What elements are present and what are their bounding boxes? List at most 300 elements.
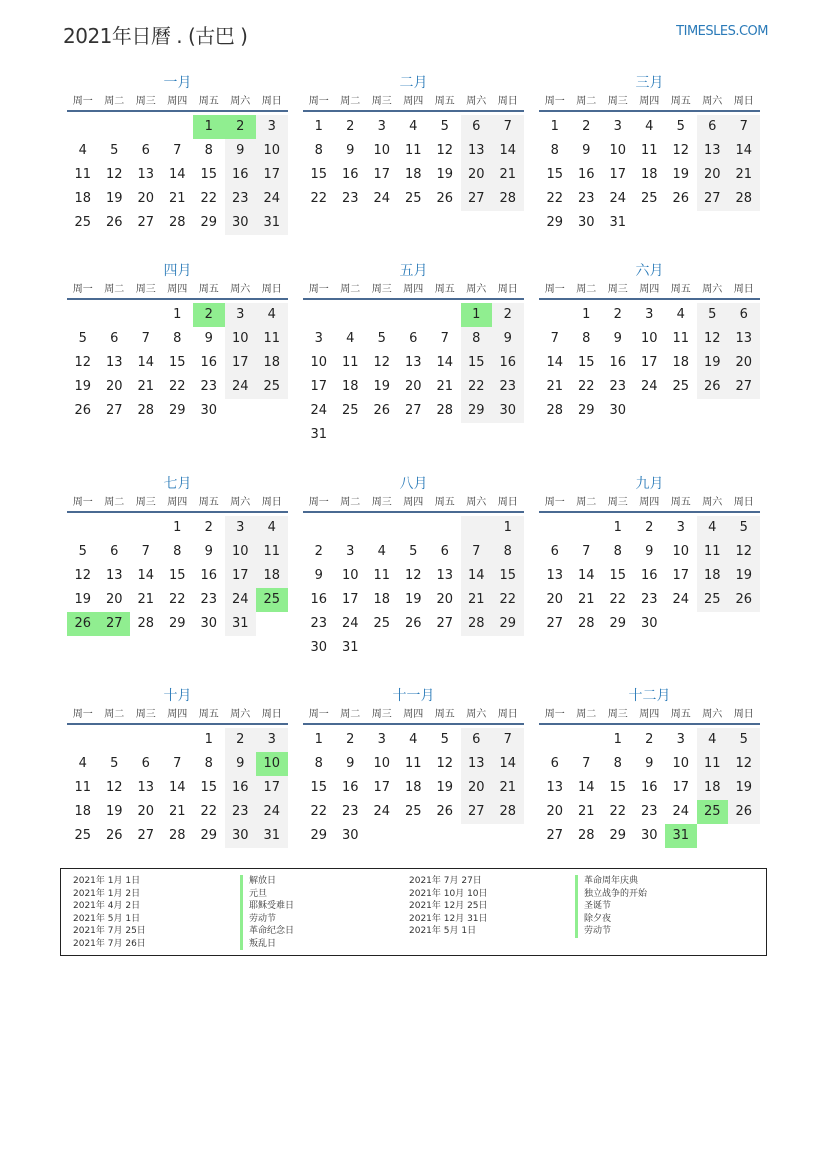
legend-holiday-name: 独立战争的开始	[575, 888, 647, 901]
weekday-label: 周四	[639, 497, 660, 508]
day-cell: 5	[377, 331, 386, 346]
site-link[interactable]: TIMESLES.COM	[676, 24, 768, 39]
weekday-label: 周五	[670, 497, 691, 508]
weekday-label: 周一	[72, 497, 93, 508]
day-cell: 1	[613, 520, 622, 535]
day-cell: 8	[613, 756, 622, 771]
day-cell: 22	[310, 191, 328, 206]
day-cell: 20	[728, 351, 760, 375]
weekday-label: 周四	[639, 709, 660, 720]
empty-day-cell	[67, 728, 99, 752]
day-cell: 13	[137, 780, 155, 795]
weekday-label: 周五	[670, 284, 691, 295]
month-block	[539, 260, 760, 423]
day-cell: 5	[728, 516, 760, 540]
legend-holiday-name: 劳动节	[575, 925, 647, 938]
day-cell: 3	[256, 115, 288, 139]
day-cell: 5	[440, 732, 449, 747]
empty-day-cell	[398, 516, 430, 540]
day-cell: 24	[225, 375, 257, 399]
day-grid	[539, 303, 760, 423]
weekday-label: 周二	[340, 284, 361, 295]
day-cell: 24	[672, 592, 690, 607]
day-cell: 4	[409, 119, 418, 134]
day-cell: 4	[346, 331, 355, 346]
day-cell: 11	[404, 756, 422, 771]
day-grid	[303, 115, 524, 211]
day-cell: 18	[404, 780, 422, 795]
day-cell: 16	[341, 167, 359, 182]
day-cell: 25	[341, 403, 359, 418]
day-cell: 7	[173, 143, 182, 158]
day-cell: 24	[256, 800, 288, 824]
holiday-day-cell: 2	[225, 115, 257, 139]
empty-day-cell	[99, 115, 131, 139]
weekday-label: 周五	[198, 284, 219, 295]
day-cell: 5	[440, 119, 449, 134]
month-name: 八月	[399, 476, 428, 492]
day-cell: 3	[613, 119, 622, 134]
day-cell: 22	[200, 804, 218, 819]
day-cell: 11	[640, 143, 658, 158]
weekday-label: 周三	[135, 709, 156, 720]
day-cell: 24	[373, 804, 391, 819]
day-cell: 8	[461, 327, 493, 351]
day-cell: 28	[577, 616, 595, 631]
day-cell: 11	[341, 355, 359, 370]
day-cell: 2	[645, 520, 654, 535]
weekday-label: 周日	[261, 284, 282, 295]
day-cell: 7	[492, 115, 524, 139]
day-cell: 25	[373, 616, 391, 631]
day-cell: 23	[640, 592, 658, 607]
day-cell: 20	[105, 592, 123, 607]
day-cell: 14	[577, 780, 595, 795]
day-cell: 18	[74, 804, 92, 819]
month-name: 十一月	[392, 688, 435, 704]
day-cell: 13	[728, 327, 760, 351]
day-cell: 27	[137, 215, 155, 230]
empty-day-cell	[99, 728, 131, 752]
day-cell: 23	[640, 804, 658, 819]
empty-day-cell	[162, 115, 194, 139]
day-cell: 19	[74, 592, 92, 607]
weekday-label: 周二	[340, 497, 361, 508]
day-cell: 28	[577, 828, 595, 843]
weekday-header	[539, 282, 760, 300]
empty-day-cell	[539, 516, 571, 540]
legend-names-col-1	[240, 875, 294, 950]
month-block	[67, 473, 288, 636]
month-name: 九月	[635, 476, 664, 492]
weekday-label: 周一	[544, 497, 565, 508]
day-cell: 25	[74, 828, 92, 843]
weekday-label: 周一	[308, 284, 329, 295]
day-cell: 13	[546, 568, 564, 583]
month-block	[539, 685, 760, 848]
weekday-header	[67, 282, 288, 300]
legend-names-col-2	[575, 875, 647, 938]
day-cell: 4	[377, 544, 386, 559]
day-cell: 29	[200, 215, 218, 230]
weekday-label: 周五	[198, 96, 219, 107]
day-cell: 28	[461, 612, 493, 636]
month-name: 十月	[163, 688, 192, 704]
day-cell: 21	[168, 804, 186, 819]
day-cell: 1	[173, 307, 182, 322]
day-cell: 26	[436, 804, 454, 819]
weekday-label: 周三	[371, 284, 392, 295]
day-cell: 17	[256, 163, 288, 187]
day-cell: 8	[204, 143, 213, 158]
day-cell: 3	[645, 307, 654, 322]
holiday-day-cell: 10	[256, 752, 288, 776]
day-cell: 23	[310, 616, 328, 631]
holiday-day-cell: 1	[193, 115, 225, 139]
day-cell: 5	[110, 143, 119, 158]
day-cell: 6	[728, 303, 760, 327]
day-cell: 2	[225, 728, 257, 752]
day-cell: 21	[577, 804, 595, 819]
empty-day-cell	[162, 728, 194, 752]
day-cell: 5	[409, 544, 418, 559]
empty-day-cell	[539, 303, 571, 327]
day-cell: 26	[105, 828, 123, 843]
day-cell: 22	[492, 588, 524, 612]
day-cell: 7	[582, 544, 591, 559]
day-cell: 18	[672, 355, 690, 370]
day-cell: 22	[609, 592, 627, 607]
legend-date: 2021年 7月 25日	[73, 926, 146, 936]
day-cell: 22	[310, 804, 328, 819]
day-cell: 6	[697, 115, 729, 139]
day-cell: 15	[200, 167, 218, 182]
day-cell: 11	[256, 327, 288, 351]
day-cell: 24	[310, 403, 328, 418]
weekday-label: 周五	[198, 497, 219, 508]
month-name: 一月	[163, 75, 192, 91]
weekday-label: 周四	[167, 96, 188, 107]
day-cell: 22	[546, 191, 564, 206]
day-cell: 11	[697, 540, 729, 564]
weekday-label: 周六	[466, 709, 487, 720]
day-cell: 16	[341, 780, 359, 795]
day-grid	[303, 728, 524, 848]
empty-day-cell	[130, 728, 162, 752]
legend-holiday-name: 元旦	[240, 888, 294, 901]
day-cell: 13	[697, 139, 729, 163]
day-cell: 2	[492, 303, 524, 327]
day-cell: 10	[256, 139, 288, 163]
day-cell: 19	[373, 379, 391, 394]
holiday-day-cell: 27	[99, 612, 131, 636]
day-cell: 9	[645, 544, 654, 559]
day-cell: 16	[200, 355, 218, 370]
month-block	[539, 473, 760, 636]
day-cell: 14	[168, 167, 186, 182]
weekday-label: 周四	[167, 284, 188, 295]
day-cell: 25	[697, 588, 729, 612]
day-cell: 13	[461, 139, 493, 163]
day-cell: 12	[74, 568, 92, 583]
day-cell: 3	[225, 303, 257, 327]
day-cell: 9	[582, 143, 591, 158]
month-name: 四月	[163, 263, 192, 279]
day-cell: 6	[461, 115, 493, 139]
day-cell: 1	[173, 520, 182, 535]
day-cell: 21	[492, 163, 524, 187]
empty-day-cell	[366, 303, 398, 327]
day-grid	[303, 516, 524, 660]
day-cell: 21	[461, 588, 493, 612]
day-cell: 9	[314, 568, 323, 583]
day-cell: 24	[609, 191, 627, 206]
weekday-label: 周六	[230, 96, 251, 107]
day-cell: 26	[697, 375, 729, 399]
day-cell: 4	[78, 756, 87, 771]
weekday-label: 周五	[434, 497, 455, 508]
day-cell: 1	[550, 119, 559, 134]
month-name: 六月	[635, 263, 664, 279]
day-cell: 28	[137, 616, 155, 631]
weekday-label: 周一	[308, 96, 329, 107]
empty-day-cell	[335, 303, 367, 327]
day-cell: 17	[341, 592, 359, 607]
day-cell: 12	[728, 752, 760, 776]
day-cell: 18	[256, 351, 288, 375]
weekday-label: 周六	[466, 497, 487, 508]
legend-holiday-name: 解放日	[240, 875, 294, 888]
day-cell: 20	[137, 804, 155, 819]
weekday-label: 周二	[104, 96, 125, 107]
day-grid	[67, 728, 288, 848]
day-cell: 26	[105, 215, 123, 230]
empty-day-cell	[99, 303, 131, 327]
empty-day-cell	[130, 516, 162, 540]
day-cell: 2	[314, 544, 323, 559]
day-cell: 18	[373, 592, 391, 607]
weekday-header	[303, 707, 524, 725]
day-cell: 28	[168, 215, 186, 230]
day-cell: 22	[168, 379, 186, 394]
empty-day-cell	[130, 115, 162, 139]
day-cell: 25	[404, 804, 422, 819]
day-cell: 9	[645, 756, 654, 771]
day-cell: 22	[461, 375, 493, 399]
day-cell: 17	[672, 780, 690, 795]
day-cell: 4	[256, 303, 288, 327]
weekday-label: 周三	[135, 96, 156, 107]
weekday-label: 周日	[261, 709, 282, 720]
weekday-header	[539, 707, 760, 725]
day-cell: 7	[492, 728, 524, 752]
day-cell: 21	[137, 592, 155, 607]
day-cell: 10	[373, 143, 391, 158]
day-cell: 16	[225, 163, 257, 187]
legend-date: 2021年 12月 25日	[409, 901, 488, 911]
month-block	[67, 260, 288, 423]
day-cell: 29	[492, 612, 524, 636]
month-block	[303, 260, 524, 447]
legend-date: 2021年 1月 2日	[73, 888, 141, 899]
weekday-header	[303, 495, 524, 513]
day-cell: 30	[225, 824, 257, 848]
day-cell: 10	[609, 143, 627, 158]
weekday-label: 周二	[576, 497, 597, 508]
legend-holiday-name: 叛乱日	[240, 938, 294, 951]
day-cell: 7	[141, 544, 150, 559]
holiday-day-cell: 26	[67, 612, 99, 636]
day-cell: 12	[728, 540, 760, 564]
empty-day-cell	[571, 728, 603, 752]
day-cell: 30	[609, 403, 627, 418]
day-cell: 18	[256, 564, 288, 588]
weekday-label: 周二	[576, 709, 597, 720]
holiday-day-cell: 25	[256, 588, 288, 612]
weekday-label: 周四	[403, 96, 424, 107]
day-cell: 4	[256, 516, 288, 540]
empty-day-cell	[303, 516, 335, 540]
day-grid	[539, 516, 760, 636]
holiday-day-cell: 31	[665, 824, 697, 848]
day-cell: 25	[672, 379, 690, 394]
day-cell: 4	[676, 307, 685, 322]
weekday-label: 周四	[167, 709, 188, 720]
empty-day-cell	[429, 516, 461, 540]
day-cell: 8	[550, 143, 559, 158]
day-cell: 16	[310, 592, 328, 607]
day-cell: 7	[582, 756, 591, 771]
day-cell: 27	[728, 375, 760, 399]
day-cell: 23	[225, 800, 257, 824]
day-cell: 8	[314, 756, 323, 771]
day-cell: 27	[697, 187, 729, 211]
day-cell: 20	[137, 191, 155, 206]
day-cell: 29	[168, 616, 186, 631]
weekday-label: 周一	[72, 96, 93, 107]
day-cell: 2	[613, 307, 622, 322]
day-cell: 10	[225, 327, 257, 351]
day-cell: 23	[341, 191, 359, 206]
day-cell: 13	[436, 568, 454, 583]
day-cell: 28	[492, 187, 524, 211]
day-cell: 15	[609, 780, 627, 795]
day-cell: 13	[137, 167, 155, 182]
day-cell: 17	[225, 564, 257, 588]
weekday-label: 周三	[607, 709, 628, 720]
day-cell: 28	[728, 187, 760, 211]
weekday-label: 周日	[733, 96, 754, 107]
day-cell: 1	[613, 732, 622, 747]
day-cell: 9	[346, 756, 355, 771]
legend-date: 2021年 1月 1日	[73, 876, 141, 886]
month-block	[303, 685, 524, 848]
day-cell: 9	[613, 331, 622, 346]
empty-day-cell	[398, 303, 430, 327]
day-cell: 27	[404, 403, 422, 418]
day-cell: 15	[577, 355, 595, 370]
day-cell: 19	[436, 167, 454, 182]
day-cell: 1	[492, 516, 524, 540]
day-cell: 20	[105, 379, 123, 394]
weekday-label: 周六	[230, 497, 251, 508]
legend-date: 2021年 7月 26日	[73, 938, 146, 949]
weekday-label: 周六	[702, 497, 723, 508]
day-cell: 9	[492, 327, 524, 351]
day-cell: 30	[310, 640, 328, 655]
weekday-label: 周四	[403, 709, 424, 720]
day-cell: 27	[436, 616, 454, 631]
day-cell: 9	[204, 544, 213, 559]
month-block	[67, 685, 288, 848]
day-cell: 19	[74, 379, 92, 394]
legend-date: 2021年 7月 27日	[409, 876, 482, 886]
weekday-label: 周三	[371, 497, 392, 508]
day-cell: 26	[728, 588, 760, 612]
weekday-label: 周五	[198, 709, 219, 720]
day-cell: 11	[404, 143, 422, 158]
day-cell: 28	[137, 403, 155, 418]
day-cell: 19	[436, 780, 454, 795]
weekday-label: 周日	[733, 497, 754, 508]
day-cell: 7	[550, 331, 559, 346]
weekday-label: 周日	[261, 497, 282, 508]
empty-day-cell	[130, 303, 162, 327]
day-grid	[303, 303, 524, 447]
day-cell: 7	[461, 540, 493, 564]
day-cell: 25	[74, 215, 92, 230]
day-cell: 17	[225, 351, 257, 375]
day-cell: 21	[492, 776, 524, 800]
day-cell: 12	[672, 143, 690, 158]
day-cell: 29	[200, 828, 218, 843]
day-cell: 20	[546, 804, 564, 819]
day-cell: 27	[137, 828, 155, 843]
day-cell: 6	[110, 544, 119, 559]
legend-holiday-name: 革命周年庆典	[575, 875, 647, 888]
day-cell: 13	[105, 355, 123, 370]
day-cell: 31	[310, 427, 328, 442]
weekday-label: 周三	[607, 284, 628, 295]
month-block	[303, 473, 524, 660]
day-cell: 29	[310, 828, 328, 843]
day-cell: 14	[492, 752, 524, 776]
day-cell: 11	[373, 568, 391, 583]
day-cell: 3	[346, 544, 355, 559]
weekday-label: 周二	[104, 497, 125, 508]
weekday-label: 周日	[733, 284, 754, 295]
day-cell: 10	[672, 756, 690, 771]
day-cell: 5	[728, 728, 760, 752]
weekday-label: 周四	[403, 497, 424, 508]
day-cell: 29	[461, 399, 493, 423]
day-cell: 8	[582, 331, 591, 346]
weekday-header	[67, 495, 288, 513]
day-cell: 8	[173, 544, 182, 559]
weekday-label: 周五	[670, 96, 691, 107]
day-cell: 21	[137, 379, 155, 394]
weekday-label: 周一	[72, 709, 93, 720]
day-cell: 31	[609, 215, 627, 230]
day-cell: 10	[225, 540, 257, 564]
day-cell: 14	[461, 564, 493, 588]
empty-day-cell	[461, 516, 493, 540]
day-cell: 23	[609, 379, 627, 394]
legend-holiday-name: 革命纪念日	[240, 925, 294, 938]
legend-date: 2021年 10月 10日	[409, 888, 488, 899]
weekday-label: 周日	[497, 497, 518, 508]
day-cell: 31	[256, 211, 288, 235]
